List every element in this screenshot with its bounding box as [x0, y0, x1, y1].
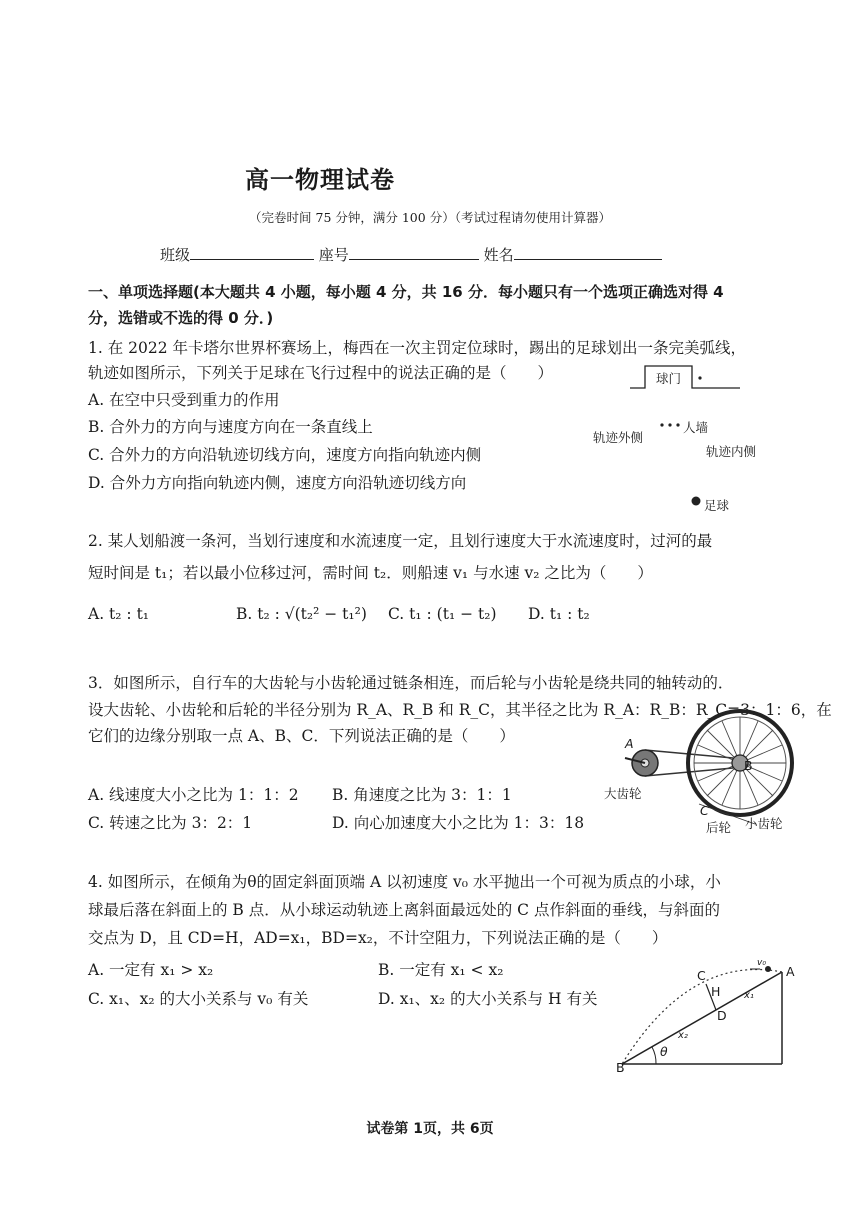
q3-fig-rear-wheel-label: 后轮 [706, 820, 732, 835]
q4-fig-x2-label: x₂ [678, 1030, 688, 1041]
section-heading-line1: 一、单项选择题(本大题共 4 小题，每小题 4 分，共 16 分．每小题只有一个选项正确选对得 4 [88, 283, 724, 301]
wall-dot-1 [660, 423, 663, 426]
q3-option-d[interactable]: D. 向心加速度大小之比为 1：3：18 [332, 814, 585, 832]
q1-stem-line2: 轨迹如图所示，下列关于足球在飞行过程中的说法正确的是（ ） [88, 364, 554, 382]
q3-fig-big-gear-label: 大齿轮 [604, 786, 642, 801]
q1-fig-goal-label: 球门 [656, 371, 682, 386]
q1-option-b[interactable]: B. 合外力的方向与速度方向在一条直线上 [88, 418, 373, 436]
q4-fig-h-label: H [711, 984, 721, 999]
q3-fig-b-label: B [744, 758, 753, 773]
ball-icon [692, 497, 701, 506]
q2-stem-line2: 短时间是 t₁；若以最小位移过河，需时间 t₂．则船速 v₁ 与水速 v₂ 之比为（ ） [88, 564, 653, 582]
q2-option-c[interactable]: C. t₁ : (t₁ − t₂) [388, 605, 497, 623]
q1-fig-outer-label: 轨迹外侧 [593, 430, 644, 445]
q2-option-d[interactable]: D. t₁ : t₂ [528, 605, 590, 623]
goal-outline [630, 366, 740, 388]
page-title: 高一物理试卷 [245, 166, 395, 194]
q4-fig-d-label: D [717, 1008, 727, 1023]
q3-fig-a-label: A [625, 736, 634, 751]
student-info-fields [160, 244, 662, 265]
rear-wheel-icon [688, 711, 792, 815]
q4-stem-line3: 交点为 D，且 CD=H，AD=x₁，BD=x₂，不计空阻力，下列说法正确的是（ ） [88, 929, 668, 947]
trajectory-dot [698, 376, 701, 379]
q3-stem-line2: 设大齿轮、小齿轮和后轮的半径分别为 R_A、R_B 和 R_C，其半径之比为 R_A：R_B：R_C=3：1：6，在 [88, 701, 832, 719]
q1-option-c[interactable]: C. 合外力的方向沿轨迹切线方向，速度方向指向轨迹内侧 [88, 446, 482, 464]
q1-option-d[interactable]: D. 合外力方向指向轨迹内侧，速度方向沿轨迹切线方向 [88, 474, 467, 492]
page-number: 试卷第 1页，共 6页 [366, 1121, 494, 1137]
q3-option-b[interactable]: B. 角速度之比为 3：1：1 [332, 786, 512, 804]
seat-label: 座号 [318, 246, 349, 264]
q1-stem-line1: 1. 在 2022 年卡塔尔世界杯赛场上，梅西在一次主罚定位球时，踢出的足球划出一条完美弧线， [88, 339, 747, 357]
q4-option-d[interactable]: D. x₁、x₂ 的大小关系与 H 有关 [378, 990, 598, 1008]
q4-fig-theta-label: θ [660, 1044, 668, 1059]
q4-fig-a-label: A [786, 964, 795, 979]
q3-option-c[interactable]: C. 转速之比为 3：2：1 [88, 814, 253, 832]
q4-fig-b-label: B [616, 1060, 625, 1075]
q1-fig-inner-label: 轨迹内侧 [706, 444, 757, 459]
class-blank[interactable] [190, 245, 314, 260]
q3-stem-line1: 3．如图所示，自行车的大齿轮与小齿轮通过链条相连，而后轮与小齿轮是绕共同的轴转动的． [88, 674, 734, 692]
q1-fig-ball-label: 足球 [704, 498, 730, 513]
wall-dot-3 [676, 423, 679, 426]
q3-stem-line3: 它们的边缘分别取一点 A、B、C．下列说法正确的是（ ） [88, 727, 515, 745]
q4-fig-v0-label: v₀ [757, 958, 766, 968]
q1-fig-wall-label: 人墙 [683, 420, 709, 435]
q3-option-a[interactable]: A. 线速度大小之比为 1：1：2 [88, 786, 299, 804]
q3-fig-small-gear-label: 小齿轮 [745, 816, 783, 831]
exam-subtitle: （完卷时间 75 分钟，满分 100 分）（考试过程请勿使用计算器） [249, 210, 611, 225]
q4-option-c[interactable]: C. x₁、x₂ 的大小关系与 v₀ 有关 [88, 990, 309, 1008]
q4-option-b[interactable]: B. 一定有 x₁ < x₂ [378, 961, 504, 979]
wall-dot-2 [668, 423, 671, 426]
name-blank[interactable] [514, 245, 662, 260]
seat-blank[interactable] [349, 245, 479, 260]
q2-option-a[interactable]: A. t₂ : t₁ [88, 605, 150, 623]
q4-fig-c-label: C [697, 968, 706, 983]
name-label: 姓名 [483, 246, 514, 264]
q2-stem-line1: 2. 某人划船渡一条河，当划行速度和水流速度一定，且划行速度大于水流速度时，过河的最 [88, 532, 713, 550]
q4-fig-x1-label: x₁ [744, 990, 754, 1001]
section-heading-line2: 分，选错或不选的得 0 分．) [88, 309, 274, 327]
class-label: 班级 [160, 246, 191, 264]
q4-stem-line2: 球最后落在斜面上的 B 点．从小球运动轨迹上离斜面最远处的 C 点作斜面的垂线，与斜面的 [88, 901, 720, 919]
q3-fig-c-label: C [700, 803, 709, 818]
q4-option-a[interactable]: A. 一定有 x₁ > x₂ [88, 961, 214, 979]
q2-option-b[interactable]: B. t₂ : √(t₂² − t₁²) [236, 605, 367, 623]
q4-stem-line1: 4. 如图所示，在倾角为θ的固定斜面顶端 A 以初速度 v₀ 水平抛出一个可视为质点的小球，小 [88, 873, 721, 891]
q1-option-a[interactable]: A. 在空中只受到重力的作用 [88, 391, 280, 409]
